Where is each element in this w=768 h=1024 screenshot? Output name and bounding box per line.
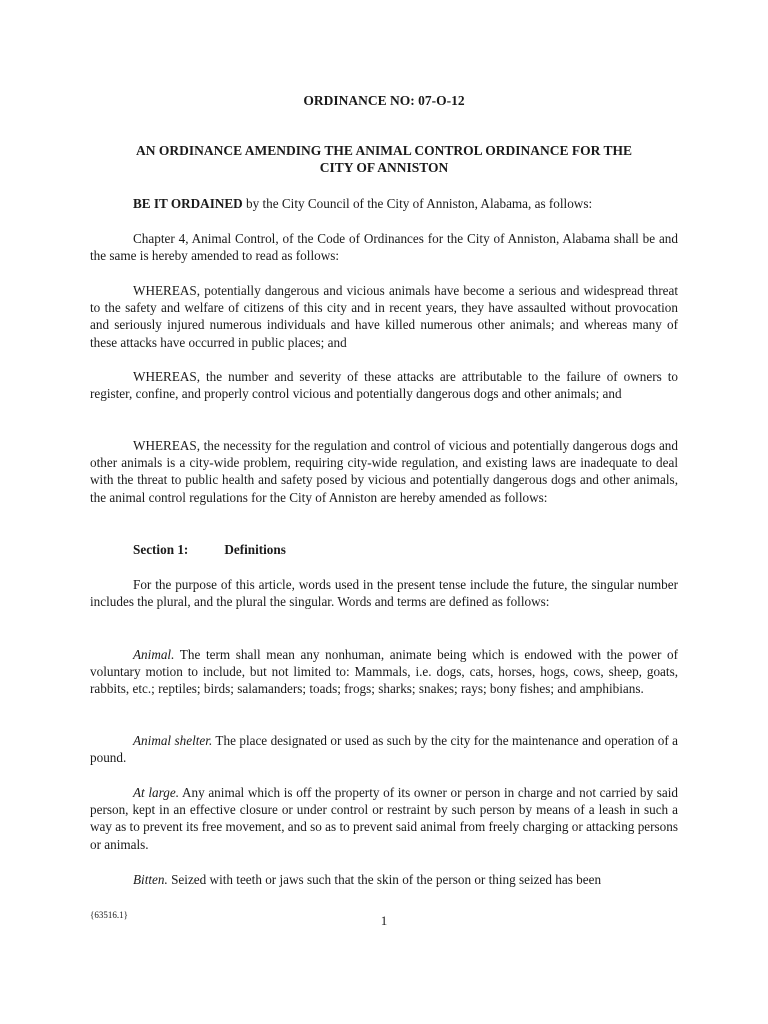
- whereas-paragraph-1: WHEREAS, potentially dangerous and vicious animals have become a serious and widespread threat to the safety and welfare of citizens of this city and in recent years, they have assaulted without provocation and seriously injured numerous individuals and have killed numerous other animals; and whereas many of these attacks have occurred in public places; and: [90, 283, 678, 350]
- section-heading: [90, 541, 678, 558]
- ordinance-number-title: ORDINANCE NO: 07-O-12: [303, 93, 465, 108]
- chapter-paragraph: Chapter 4, Animal Control, of the Code of Ordinances for the City of Anniston, Alabama shall be and the same is hereby amended to read as follows:: [90, 231, 678, 264]
- ordained-text: by the City Council of the City of Anniston, Alabama, as follows:: [242, 196, 593, 211]
- ordinance-heading-line2: CITY OF ANNISTON: [319, 160, 449, 175]
- footer-document-code: {63516.1}: [90, 910, 128, 920]
- definition-term: Animal.: [133, 647, 175, 662]
- definition-animal: [90, 646, 678, 698]
- definition-bitten: [90, 871, 678, 888]
- definition-text: Any animal which is off the property of its owner or person in charge and not carried by said person, kept in an effective closure or under control or restraint by such person by means of a leash in such a way as to prevent its free movement, and so as to prevent said animal from freely charging or attacking persons or animals.: [90, 785, 678, 852]
- definition-at-large: [90, 784, 678, 853]
- whereas-paragraph-2: WHEREAS, the number and severity of these attacks are attributable to the failure of owners to register, confine, and properly control vicious and potentially dangerous dogs and other animals; and: [90, 369, 678, 402]
- ordinance-heading-line1: AN ORDINANCE AMENDING THE ANIMAL CONTROL ORDINANCE FOR THE: [135, 143, 633, 158]
- definition-text: The term shall mean any nonhuman, animate being which is endowed with the power of voluntary motion to include, but not limited to: Mammals, i.e. dogs, cats, horses, hogs, cows, sheep, goats, rabbits, etc.; reptiles; birds; salamanders; toads; frogs; sharks; snakes; rays; bony fishes; and amphibians.: [90, 647, 678, 697]
- definition-term: Bitten.: [133, 872, 168, 887]
- ordained-lead: BE IT ORDAINED: [133, 196, 243, 211]
- whereas-paragraph-3: WHEREAS, the necessity for the regulation and control of vicious and potentially dangerous dogs and other animals is a city-wide problem, requiring city-wide regulation, and existing laws are inadequate to deal with the threat to public health and safety posed by vicious and potentially dangerous dogs and other animals, the animal control regulations for the City of Anniston are hereby amended as follows:: [90, 438, 678, 505]
- purpose-paragraph: For the purpose of this article, words used in the present tense include the future, the singular number includes the plural, and the plural the singular. Words and terms are defined as follows:: [90, 577, 678, 610]
- definition-animal-shelter: [90, 732, 678, 766]
- section-label: Section 1:: [133, 542, 189, 557]
- ordained-paragraph: [90, 195, 678, 212]
- section-title: Definitions: [224, 542, 286, 557]
- page-number: 1: [380, 913, 388, 928]
- definition-text: Seized with teeth or jaws such that the skin of the person or thing seized has been: [167, 872, 602, 887]
- definition-term: Animal shelter.: [133, 733, 213, 748]
- definition-text: The place designated or used as such by the city for the maintenance and operation of a pound.: [90, 733, 678, 766]
- ordinance-heading: [0, 142, 768, 176]
- definition-term: At large.: [133, 785, 180, 800]
